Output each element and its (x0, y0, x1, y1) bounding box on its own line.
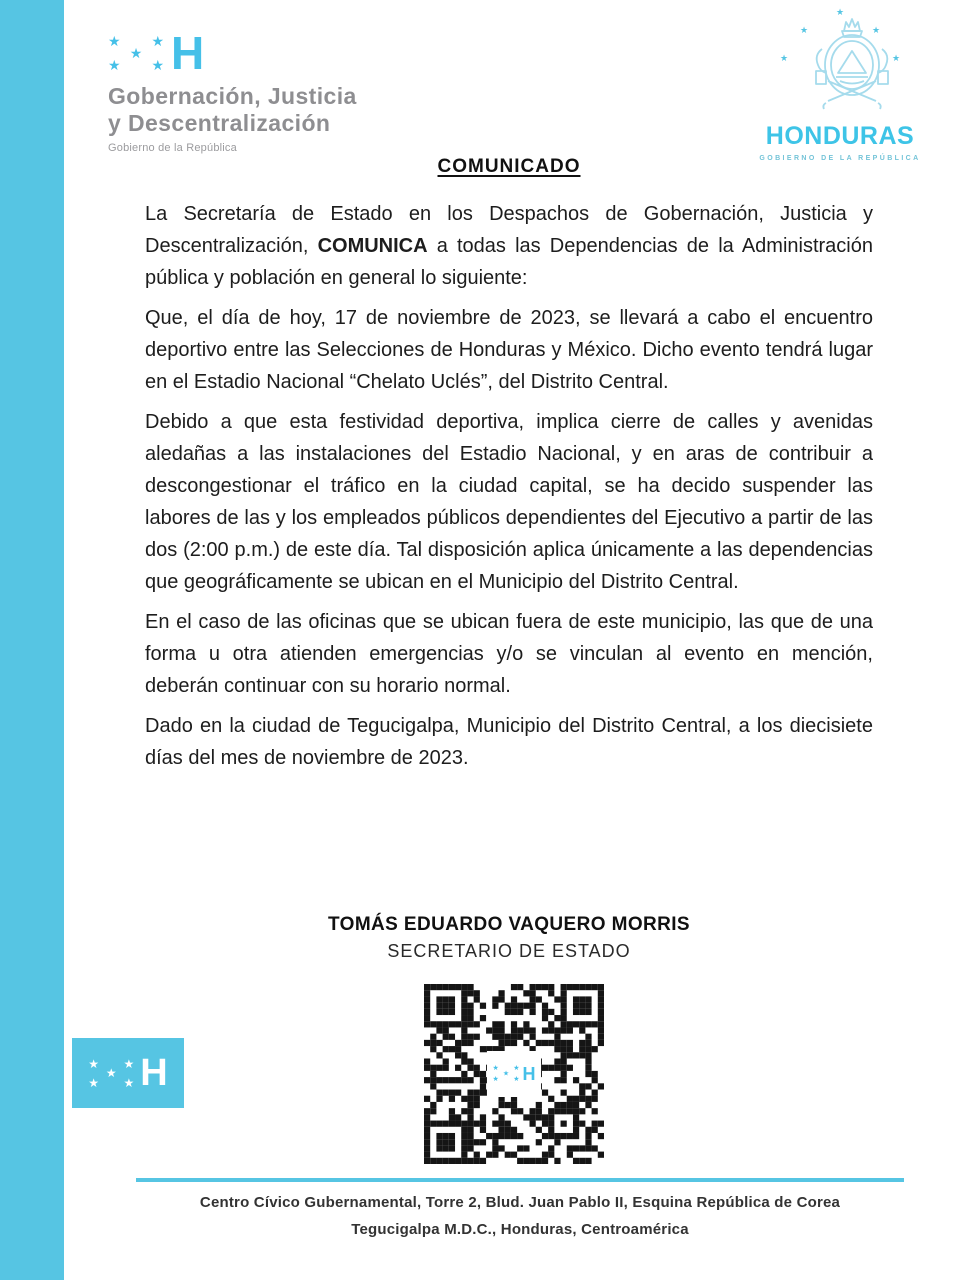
star-icon: ★ (780, 53, 789, 63)
document-title: COMUNICADO (437, 156, 581, 177)
qr-code (424, 984, 604, 1164)
star-icon: ★ (502, 1070, 510, 1078)
signature-block (145, 914, 873, 962)
stars-h-monogram (88, 1051, 168, 1094)
star-icon: ★ (88, 1075, 100, 1090)
honduras-wordmark: HONDURAS (765, 122, 915, 150)
star-icon: ★ (836, 7, 845, 17)
ministry-name-line1: Gobernación, Justicia (108, 83, 357, 109)
footer (136, 1178, 904, 1238)
star-icon: ★ (129, 45, 143, 61)
five-stars-icon (88, 1058, 134, 1089)
paragraph-1 (145, 198, 873, 294)
star-icon: ★ (151, 33, 164, 49)
document-body (145, 156, 873, 782)
footer-address-line1: Centro Cívico Gubernamental, Torre 2, Blud. Juan Pablo II, Esquina República de Corea (199, 1194, 841, 1211)
star-icon: ★ (492, 1065, 499, 1072)
qr-center-logo (487, 1051, 541, 1097)
star-icon: ★ (892, 53, 901, 63)
signer-name: TOMÁS EDUARDO VAQUERO MORRIS (327, 914, 690, 935)
signer-title: SECRETARIO DE ESTADO (387, 941, 631, 961)
star-icon: ★ (872, 25, 881, 35)
star-icon: ★ (88, 1056, 100, 1071)
star-icon: ★ (800, 25, 809, 35)
star-icon: ★ (492, 1076, 499, 1083)
star-icon: ★ (105, 1066, 117, 1080)
coat-of-arms (756, 8, 924, 120)
ministry-subtitle: Gobierno de la República (108, 142, 237, 155)
star-icon: ★ (123, 1075, 135, 1090)
h-monogram-icon: H (140, 1051, 168, 1094)
paragraph-5: Dado en la ciudad de Tegucigalpa, Municipio del Distrito Central, a los diecisiete días del mes de noviembre de 2023. (145, 715, 873, 769)
ministry-name (108, 83, 357, 137)
footer-address-line2: Tegucigalpa M.D.C., Honduras, Centroamérica (351, 1221, 689, 1238)
h-monogram-icon: H (171, 26, 205, 79)
ministry-logo (108, 26, 357, 155)
left-accent-band (0, 0, 64, 1280)
ministry-name-line2: y Descentralización (108, 110, 331, 137)
five-stars-icon (493, 1065, 520, 1083)
star-icon: ★ (123, 1056, 135, 1071)
paragraph-3: Debido a que esta festividad deportiva, implica cierre de calles y avenidas aledañas a las instalaciones del Estadio Nacional, y en aras de contribuir a descongestionar el tráfico en la ciudad capital, se ha decido suspender las labores de las y los empleados públicos dependientes del Ejecutivo a partir de las dos (2:00 p.m.) de este día. Tal disposición aplica únicamente a las dependencias que geográficamente se ubican en el Municipio del Distrito Central. (145, 411, 873, 593)
star-icon: ★ (108, 33, 121, 49)
paragraph-2: Que, el día de hoy, 17 de noviembre de 2023, se llevará a cabo el encuentro deportivo entre las Selecciones de Honduras y México. Dicho evento tendrá lugar en el Estadio Nacional “Chelato Uclés”, del Distrito Central. (145, 307, 873, 393)
paragraph-1-post: a todas las Dependencias de la Administración pública y población en general lo siguiente: (145, 235, 873, 289)
star-icon: ★ (513, 1065, 520, 1072)
h-monogram-icon: H (522, 1063, 536, 1084)
paragraph-4: En el caso de las oficinas que se ubican fuera de este municipio, las que de una forma u otra atienden emergencias y/o se vinculan al evento en mención, deberán continuar con su horario normal. (145, 611, 873, 697)
five-stars-icon (108, 34, 164, 72)
honduras-logo (756, 8, 924, 162)
stars-h-monogram (493, 1065, 536, 1083)
coat-of-arms-drawing (792, 8, 912, 120)
star-icon: ★ (151, 57, 164, 73)
star-icon: ★ (108, 57, 121, 73)
paragraph-1-pre: La Secretaría de Estado en los Despachos de Gobernación, Justicia y Descentralización, (145, 203, 873, 257)
stars-h-monogram (108, 26, 205, 79)
footer-logo-box (72, 1038, 184, 1108)
paragraph-1-bold: COMUNICA (317, 235, 428, 257)
honduras-subtitle: GOBIERNO DE LA REPÚBLICA (759, 155, 921, 162)
star-icon: ★ (513, 1076, 520, 1083)
